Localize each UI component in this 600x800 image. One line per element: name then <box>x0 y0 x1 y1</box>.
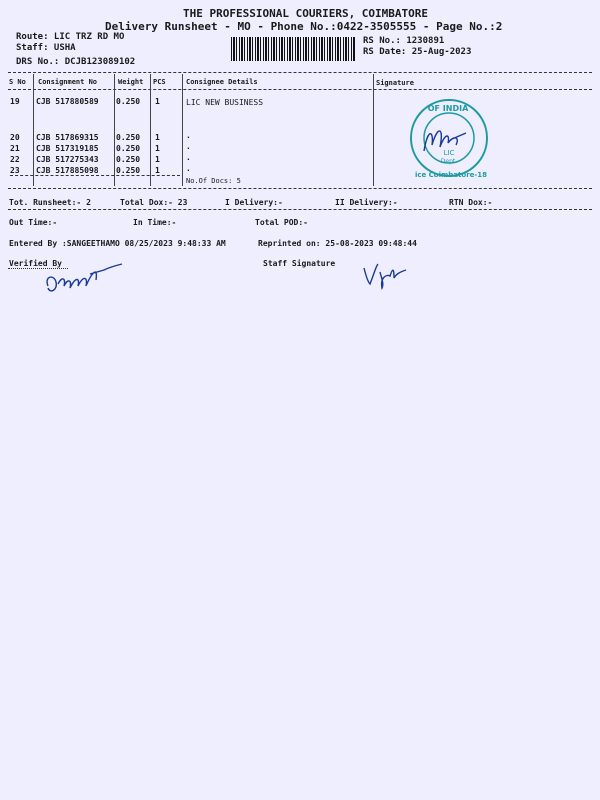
totals-rule <box>8 209 592 210</box>
header-bottom-rule <box>8 89 592 90</box>
runsheet-subtitle: Delivery Runsheet - MO - Phone No.:0422-3505555 - Page No.:2 <box>105 20 503 33</box>
row-consignment: CJB 517885098 <box>36 166 99 175</box>
stamp-dept: Dept. <box>440 158 458 165</box>
lic-stamp-seal <box>408 97 490 179</box>
row-sno: 22 <box>10 155 20 164</box>
total-dox: Total Dox:- 23 <box>120 198 188 207</box>
stamp-inner: LIC <box>443 149 455 157</box>
row-weight: 0.250 <box>116 155 141 164</box>
drs-number: DRS No.: DCJB123089102 <box>16 57 136 67</box>
total-runsheet: Tot. Runsheet:- 2 <box>9 198 91 207</box>
total-pod: Total POD:- <box>255 218 308 227</box>
column-divider <box>373 74 374 186</box>
row-pcs: 1 <box>155 144 160 153</box>
no-of-docs: No.Of Docs: 5 <box>186 177 241 185</box>
row-consignment: CJB 517319185 <box>36 144 99 153</box>
row-weight: 0.250 <box>116 166 141 175</box>
column-header-sno: S No <box>9 78 26 86</box>
row-sno: 19 <box>10 97 20 106</box>
rtn-dox: RTN Dox:- <box>449 198 493 207</box>
row-sno: 20 <box>10 133 20 142</box>
staff-signature <box>360 258 410 290</box>
in-time: In Time:- <box>133 218 177 227</box>
company-title: THE PROFESSIONAL COURIERS, COIMBATORE <box>183 7 429 20</box>
route-label: Route: LIC TRZ RD MO <box>16 32 125 42</box>
ii-delivery: II Delivery:- <box>335 198 398 207</box>
barcode-image <box>231 37 355 61</box>
row-sno: 21 <box>10 144 20 153</box>
row-consignment: CJB 517869315 <box>36 133 99 142</box>
column-divider <box>33 74 34 186</box>
row-pcs: 1 <box>155 155 160 164</box>
staff-signature-label: Staff Signature <box>263 259 336 268</box>
row-pcs: 1 <box>155 166 160 175</box>
column-header-details: Consignee Details <box>186 78 258 86</box>
row-weight: 0.250 <box>116 144 141 153</box>
row-pcs: 1 <box>155 133 160 142</box>
column-divider <box>182 74 183 186</box>
row-weight: 0.250 <box>116 97 141 106</box>
column-divider <box>114 74 115 186</box>
column-header-weight: Weight <box>118 78 144 86</box>
row-pcs: 1 <box>155 97 160 106</box>
row-details: . <box>186 153 191 162</box>
row-details: . <box>186 142 191 151</box>
column-header-consignment: Consignment No <box>38 78 98 86</box>
table-bottom-rule <box>8 188 592 189</box>
entered-by: Entered By :SANGEETHAMO 08/25/2023 9:48:33 AM <box>9 239 226 248</box>
column-header-pcs: PCS <box>153 78 166 86</box>
column-header-signature: Signature <box>376 79 414 87</box>
stamp-outer-top: OF INDIA <box>427 104 469 113</box>
verifier-signature <box>42 256 132 298</box>
stamp-handwritten-initials <box>424 131 466 151</box>
row-strike-rule <box>10 175 180 176</box>
reprinted-on: Reprinted on: 25-08-2023 09:48:44 <box>258 239 417 248</box>
row-details: . <box>186 164 191 173</box>
verified-by-label: Verified By <box>9 259 62 268</box>
row-details: . <box>186 131 191 140</box>
i-delivery: I Delivery:- <box>225 198 283 207</box>
rs-date: RS Date: 25-Aug-2023 <box>363 47 472 57</box>
row-details: LIC NEW BUSINESS <box>186 98 264 107</box>
row-consignment: CJB 517880589 <box>36 97 99 106</box>
row-sno: 23 <box>10 166 20 175</box>
staff-label: Staff: USHA <box>16 43 76 53</box>
row-consignment: CJB 517275343 <box>36 155 99 164</box>
rs-number: RS No.: 1230891 <box>363 36 445 46</box>
header-top-rule <box>8 72 592 73</box>
out-time: Out Time:- <box>9 218 58 227</box>
row-weight: 0.250 <box>116 133 141 142</box>
column-divider <box>150 74 151 186</box>
stamp-bottom: ice Coimbatore-18 <box>414 171 488 179</box>
